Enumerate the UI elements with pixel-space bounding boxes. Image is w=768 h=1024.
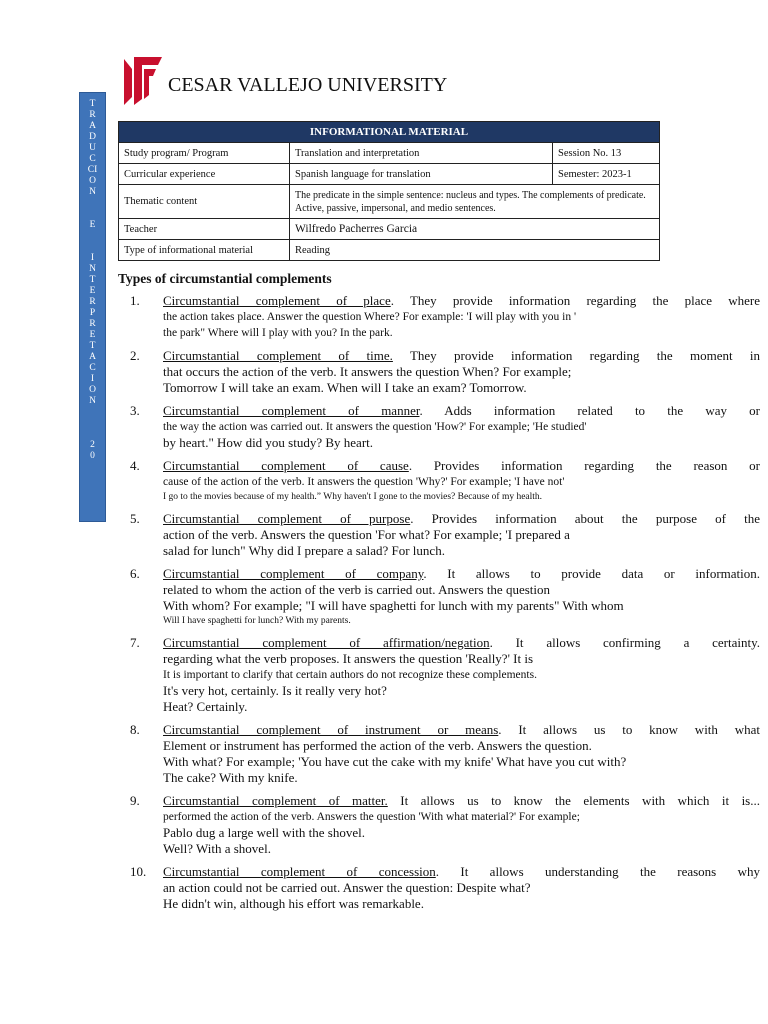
complement-description: . It allows understanding the reasons why: [435, 864, 760, 879]
university-name: CESAR VALLEJO UNIVERSITY: [168, 74, 448, 96]
list-item: [118, 635, 760, 715]
list-item-line: It's very hot, certainly. Is it really very hot?: [163, 683, 387, 698]
list-item-first-line: [163, 566, 760, 582]
teacher-label: Teacher: [119, 219, 290, 240]
list-item-line: the action takes place. Answer the question Where? For example: 'I will play with you in ': [163, 311, 577, 323]
complement-description: . Provides information about the purpose of the: [410, 511, 760, 526]
list-item-first-line: [163, 403, 760, 419]
list-item-line: Pablo dug a large well with the shovel.: [163, 825, 365, 840]
complement-term: Circumstantial complement of instrument or means: [163, 722, 499, 737]
list-item-first-line: [163, 511, 760, 527]
study-program-label: Study program/ Program: [119, 143, 290, 164]
list-item-line: It is important to clarify that certain authors do not recognize these complements.: [163, 669, 537, 681]
complement-term: Circumstantial complement of place: [163, 293, 391, 308]
sidebar-letter: [91, 407, 93, 418]
teacher-value: Wilfredo Pacherres Garcia: [290, 219, 660, 240]
list-item-line: cause of the action of the verb. It answers the question 'Why?' For example; 'I have not': [163, 476, 565, 488]
curricular-value: Spanish language for translation: [290, 164, 553, 185]
sidebar-letter: R: [89, 297, 96, 307]
list-item: [118, 511, 760, 559]
sidebar-letter: [91, 209, 93, 220]
complement-description: . They provide information regarding the place where: [390, 293, 760, 308]
list-item: [118, 722, 760, 786]
complement-term: Circumstantial complement of company: [163, 566, 424, 581]
material-type-value: Reading: [290, 240, 660, 261]
list-item-first-line: [163, 635, 760, 651]
sidebar-letter: [91, 231, 93, 242]
list-item-first-line: [163, 793, 760, 809]
sidebar-letter: [91, 429, 93, 440]
university-logo-icon: [122, 55, 164, 107]
list-item-number: 6.: [130, 566, 140, 581]
material-type-label: Type of informational material: [119, 240, 290, 261]
sidebar-letter: N: [89, 264, 96, 274]
sidebar-letter: P: [89, 308, 96, 318]
list-item-line: the way the action was carried out. It answers the question 'How?' For example; 'He studied': [163, 421, 587, 433]
list-item-line: Element or instrument has performed the action of the verb. Answers the question.: [163, 738, 592, 753]
sidebar-letter: T: [89, 99, 96, 109]
list-item-line: He didn't win, although his effort was remarkable.: [163, 896, 424, 911]
list-item-number: 4.: [130, 458, 140, 473]
list-item-line: the park" Where will I play with you? In the park.: [163, 327, 393, 339]
complement-term: Circumstantial complement of concession: [163, 864, 436, 879]
sidebar-letter: D: [89, 132, 96, 142]
sidebar-letter: U: [89, 143, 96, 153]
sidebar-letter: C: [89, 154, 96, 164]
list-item-first-line: [163, 722, 760, 738]
complement-description: . It allows confirming a certainty.: [489, 635, 761, 650]
sidebar-letter: T: [89, 275, 96, 285]
complement-description: . Provides information regarding the reason or: [408, 458, 761, 473]
sidebar-letter: E: [89, 286, 96, 296]
complement-description: . It allows to provide data or information.: [423, 566, 761, 581]
document-body: [118, 270, 760, 919]
sidebar-letter: CI: [87, 165, 98, 175]
sidebar-letter: E: [89, 220, 96, 230]
sidebar-letter: N: [89, 396, 96, 406]
complement-term: Circumstantial complement of purpose: [163, 511, 411, 526]
list-item: [118, 793, 760, 857]
semester: Semester: 2023-1: [553, 164, 660, 185]
list-item-line: With whom? For example; "I will have spaghetti for lunch with my parents" With whom: [163, 598, 624, 613]
section-title: Types of circumstantial complements: [118, 271, 332, 286]
list-item-line: an action could not be carried out. Answer the question: Despite what?: [163, 880, 531, 895]
list-item: [118, 566, 760, 628]
sidebar-letter: A: [89, 121, 96, 131]
study-program-value: Translation and interpretation: [290, 143, 553, 164]
sidebar-letter: T: [89, 341, 96, 351]
vertical-sidebar-banner: [79, 92, 106, 522]
list-item-first-line: [163, 864, 760, 880]
sidebar-letter: I: [90, 374, 95, 384]
complement-description: They provide information regarding the moment in: [392, 348, 760, 363]
list-item-number: 7.: [130, 635, 140, 650]
list-item-number: 9.: [130, 793, 140, 808]
list-item-line: action of the verb. Answers the question 'For what? For example; 'I prepared a: [163, 527, 570, 542]
list-item-line: Well? With a shovel.: [163, 841, 271, 856]
list-item-number: 5.: [130, 511, 140, 526]
list-item-line: I go to the movies because of my health.” Why haven't I gone to the movies? Because of my health.: [163, 492, 543, 502]
list-item-line: Heat? Certainly.: [163, 699, 248, 714]
complement-list: [118, 293, 760, 912]
sidebar-letter: 0: [90, 451, 95, 461]
list-item-number: 8.: [130, 722, 140, 737]
informational-material-table: [118, 121, 660, 261]
list-item-number: 3.: [130, 403, 140, 418]
sidebar-letter: O: [89, 176, 96, 186]
sidebar-letter: E: [89, 330, 96, 340]
thematic-label: Thematic content: [119, 185, 290, 219]
list-item-line: The cake? With my knife.: [163, 770, 298, 785]
sidebar-letter: I: [90, 253, 95, 263]
list-item-first-line: [163, 348, 760, 364]
sidebar-letter: R: [89, 110, 96, 120]
list-item-line: Will I have spaghetti for lunch? With my parents.: [163, 616, 351, 626]
list-item-first-line: [163, 458, 760, 474]
list-item: [118, 403, 760, 451]
sidebar-letter: A: [89, 352, 96, 362]
sidebar-letter: [91, 242, 93, 253]
list-item-line: regarding what the verb proposes. It answers the question 'Really?' It is: [163, 651, 534, 666]
list-item-line: that occurs the action of the verb. It answers the question When? For example;: [163, 364, 572, 379]
list-item-first-line: [163, 293, 760, 309]
complement-term: Circumstantial complement of manner: [163, 403, 420, 418]
list-item-line: With what? For example; 'You have cut the cake with my knife' What have you cut with?: [163, 754, 627, 769]
sidebar-letter: O: [89, 385, 96, 395]
list-item-number: 1.: [130, 293, 140, 308]
complement-term: Circumstantial complement of time.: [163, 348, 393, 363]
complement-description: . Adds information related to the way or: [419, 403, 761, 418]
sidebar-letter: N: [89, 187, 96, 197]
thematic-value: The predicate in the simple sentence: nucleus and types. The complements of predicate. Active, passive, impersonal, and medio sentences.: [290, 185, 660, 219]
list-item-line: related to whom the action of the verb is carried out. Answers the question: [163, 582, 551, 597]
complement-term: Circumstantial complement of cause: [163, 458, 409, 473]
list-item-line: salad for lunch" Why did I prepare a salad? For lunch.: [163, 543, 445, 558]
list-item: [118, 458, 760, 504]
sidebar-letter: C: [89, 363, 96, 373]
list-item: [118, 348, 760, 396]
list-item-number: 2.: [130, 348, 140, 363]
complement-description: It allows us to know the elements with which it is...: [387, 793, 760, 808]
list-item-line: by heart." How did you study? By heart.: [163, 435, 374, 450]
list-item-number: 10.: [130, 864, 147, 879]
sidebar-letter: R: [89, 319, 96, 329]
list-item: [118, 864, 760, 912]
complement-term: Circumstantial complement of matter.: [163, 793, 388, 808]
complement-term: Circumstantial complement of affirmation/negation: [163, 635, 490, 650]
sidebar-letter: [91, 198, 93, 209]
sidebar-letter: 2: [90, 440, 95, 450]
list-item-line: Tomorrow I will take an exam. When will I take an exam? Tomorrow.: [163, 380, 527, 395]
list-item-line: performed the action of the verb. Answers the question 'With what material?' For example;: [163, 811, 580, 823]
session-number: Session No. 13: [553, 143, 660, 164]
list-item: [118, 293, 760, 341]
sidebar-letter: [91, 418, 93, 429]
table-title: INFORMATIONAL MATERIAL: [119, 122, 660, 143]
complement-description: . It allows us to know with what: [498, 722, 760, 737]
curricular-label: Curricular experience: [119, 164, 290, 185]
